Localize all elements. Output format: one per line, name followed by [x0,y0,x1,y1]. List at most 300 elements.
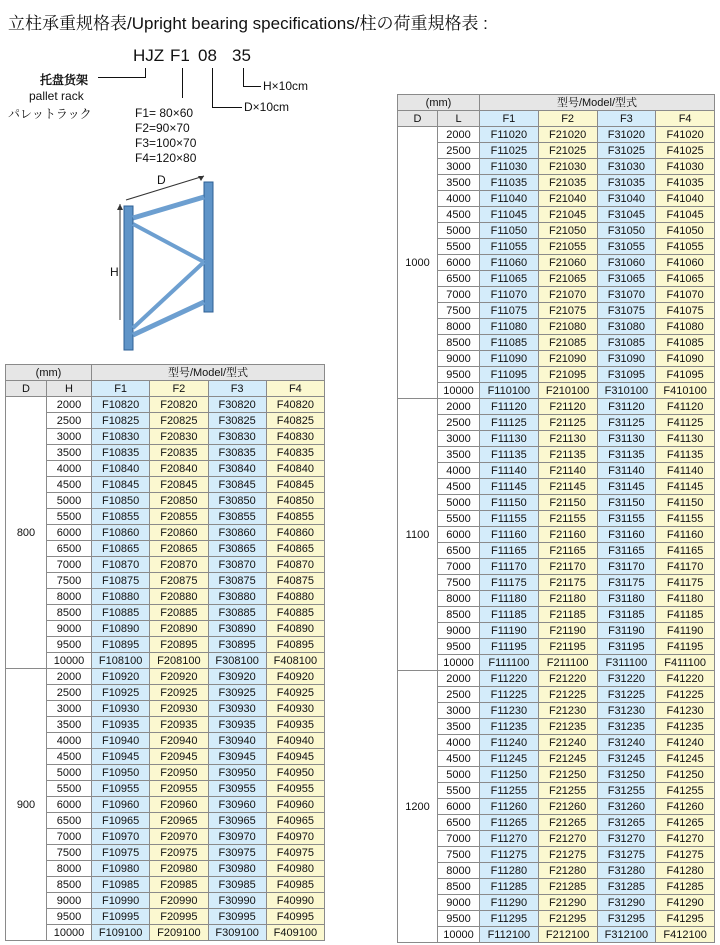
length-cell: 3000 [47,701,92,717]
model-cell-f3: F31095 [597,367,656,383]
depth-group-cell: 1100 [398,399,438,671]
length-cell: 5000 [438,767,480,783]
length-cell: 4500 [47,749,92,765]
model-cell-f3: F31075 [597,303,656,319]
model-cell-f2: F212100 [538,927,597,943]
model-cell-f2: F20945 [150,749,208,765]
model-cell-f2: F21025 [538,143,597,159]
model-cell-f1: F11160 [480,527,539,543]
model-cell-f4: F41155 [656,511,715,527]
table-row [6,653,325,669]
model-header: 型号/Model/型式 [480,95,715,111]
model-cell-f4: F40870 [266,557,324,573]
model-cell-f4: F41275 [656,847,715,863]
model-cell-f3: F30960 [208,797,266,813]
table-row [6,589,325,605]
model-cell-f2: F20835 [150,445,208,461]
length-cell: 3000 [47,429,92,445]
table-row [398,815,715,831]
model-cell-f2: F21030 [538,159,597,175]
model-cell-f4: F41250 [656,767,715,783]
model-cell-f3: F31180 [597,591,656,607]
depth-group-cell: 1000 [398,127,438,399]
model-cell-f2: F20990 [150,893,208,909]
length-cell: 4500 [438,479,480,495]
length-cell: 6500 [438,815,480,831]
model-cell-f1: F10950 [92,765,150,781]
label-cn: 托盘货架 [40,73,89,87]
model-cell-f3: F31025 [597,143,656,159]
model-cell-f1: F110100 [480,383,539,399]
model-cell-f3: F31160 [597,527,656,543]
model-cell-f1: F11040 [480,191,539,207]
model-cell-f3: F31070 [597,287,656,303]
model-cell-f4: F41265 [656,815,715,831]
length-cell: 4000 [438,463,480,479]
model-cell-f1: F11045 [480,207,539,223]
table-row [6,429,325,445]
model-cell-f3: F30935 [208,717,266,733]
model-cell-f1: F10870 [92,557,150,573]
table-row [398,399,715,415]
model-cell-f2: F21220 [538,671,597,687]
model-cell-f4: F40920 [266,669,324,685]
length-cell: 5500 [47,781,92,797]
model-cell-f3: F31280 [597,863,656,879]
table-row [6,765,325,781]
model-cell-f3: F30845 [208,477,266,493]
table-row [6,781,325,797]
length-cell: 9000 [47,621,92,637]
table-row [398,287,715,303]
model-cell-f2: F21190 [538,623,597,639]
model-cell-f4: F41195 [656,639,715,655]
table-row [6,733,325,749]
model-cell-f4: F40885 [266,605,324,621]
model-cell-f3: F31140 [597,463,656,479]
code-part-series: HJZ [133,46,165,65]
model-cell-f4: F40875 [266,573,324,589]
model-cell-f1: F10945 [92,749,150,765]
model-cell-f4: F41090 [656,351,715,367]
model-header: 型号/Model/型式 [92,365,325,381]
model-cell-f1: F11095 [480,367,539,383]
model-cell-f2: F20920 [150,669,208,685]
length-cell: 2500 [438,143,480,159]
frame-size-f3: F3=100×70 [135,136,197,150]
model-cell-f4: F40950 [266,765,324,781]
model-cell-f4: F41225 [656,687,715,703]
model-cell-f1: F10825 [92,413,150,429]
model-cell-f3: F31030 [597,159,656,175]
length-cell: 2500 [47,685,92,701]
model-cell-f2: F21095 [538,367,597,383]
table-row [398,159,715,175]
model-cell-f4: F41230 [656,703,715,719]
code-part-depth: 08 [198,46,217,65]
model-cell-f2: F21035 [538,175,597,191]
model-cell-f1: F109100 [92,925,150,941]
model-cell-f1: F10960 [92,797,150,813]
model-cell-f2: F20975 [150,845,208,861]
height-note: H×10cm [263,79,309,93]
model-cell-f1: F10920 [92,669,150,685]
model-cell-f3: F31230 [597,703,656,719]
model-cell-f3: F31170 [597,559,656,575]
model-cell-f4: F40960 [266,797,324,813]
length-cell: 3500 [438,447,480,463]
model-cell-f1: F11135 [480,447,539,463]
depth-group-cell: 900 [6,669,47,941]
table-row [398,319,715,335]
model-cell-f3: F31155 [597,511,656,527]
length-cell: 8000 [438,319,480,335]
model-cell-f1: F10885 [92,605,150,621]
col-header-f1: F1 [92,381,150,397]
model-cell-f1: F11225 [480,687,539,703]
model-cell-f1: F111100 [480,655,539,671]
length-cell: 2500 [47,413,92,429]
leader-line [182,68,183,98]
model-cell-f1: F11280 [480,863,539,879]
model-cell-f3: F310100 [597,383,656,399]
model-cell-f1: F11275 [480,847,539,863]
table-row [6,861,325,877]
model-cell-f4: F40975 [266,845,324,861]
model-cell-f4: F41295 [656,911,715,927]
table-row [6,845,325,861]
model-cell-f4: F41095 [656,367,715,383]
length-cell: 8000 [438,863,480,879]
model-cell-f4: F41255 [656,783,715,799]
model-cell-f1: F11235 [480,719,539,735]
table-row [398,255,715,271]
model-cell-f4: F41185 [656,607,715,623]
model-cell-f2: F21245 [538,751,597,767]
model-cell-f1: F11090 [480,351,539,367]
model-cell-f2: F20890 [150,621,208,637]
table-row [398,735,715,751]
table-row [398,335,715,351]
model-cell-f1: F11145 [480,479,539,495]
length-cell: 7500 [47,573,92,589]
model-cell-f3: F308100 [208,653,266,669]
table-row [398,799,715,815]
model-cell-f2: F21260 [538,799,597,815]
table-row [6,557,325,573]
model-cell-f1: F10855 [92,509,150,525]
model-cell-f3: F31090 [597,351,656,367]
length-cell: 6000 [47,797,92,813]
table-row [398,271,715,287]
table-row [398,495,715,511]
model-cell-f2: F21160 [538,527,597,543]
model-cell-f4: F40970 [266,829,324,845]
model-cell-f3: F31120 [597,399,656,415]
model-cell-f1: F11255 [480,783,539,799]
table-row [6,829,325,845]
model-cell-f4: F41075 [656,303,715,319]
frame-size-f1: F1= 80×60 [135,106,194,120]
length-cell: 5000 [47,765,92,781]
model-cell-f3: F30870 [208,557,266,573]
table-row [398,239,715,255]
upper-diagonal-brace [133,224,204,262]
length-cell: 9000 [47,893,92,909]
model-cell-f2: F210100 [538,383,597,399]
model-cell-f2: F21255 [538,783,597,799]
model-cell-f4: F40890 [266,621,324,637]
model-cell-f2: F21240 [538,735,597,751]
model-cell-f4: F40995 [266,909,324,925]
frame-size-f2: F2=90×70 [135,121,190,135]
model-cell-f3: F31055 [597,239,656,255]
length-cell: 7000 [438,287,480,303]
col-header-f2: F2 [538,111,597,127]
table-row [6,605,325,621]
model-cell-f3: F30990 [208,893,266,909]
model-cell-f1: F11085 [480,335,539,351]
model-cell-f4: F410100 [656,383,715,399]
length-cell: 8500 [47,877,92,893]
table-row [398,415,715,431]
model-cell-f4: F40935 [266,717,324,733]
model-cell-f1: F11075 [480,303,539,319]
length-cell: 7500 [47,845,92,861]
col-header-d: D [398,111,438,127]
length-cell: 8000 [47,861,92,877]
model-cell-f2: F21185 [538,607,597,623]
length-cell: 6000 [438,799,480,815]
model-cell-f1: F10840 [92,461,150,477]
table-row [398,863,715,879]
model-cell-f3: F30985 [208,877,266,893]
model-cell-f3: F31235 [597,719,656,735]
model-cell-f4: F40880 [266,589,324,605]
spec-table-left [5,364,325,941]
model-cell-f4: F41270 [656,831,715,847]
model-cell-f3: F31165 [597,543,656,559]
model-cell-f1: F11240 [480,735,539,751]
model-cell-f3: F31080 [597,319,656,335]
model-cell-f2: F21280 [538,863,597,879]
col-header-f3: F3 [597,111,656,127]
model-cell-f2: F20880 [150,589,208,605]
model-cell-f2: F21020 [538,127,597,143]
length-cell: 9500 [438,911,480,927]
code-diagram [0,40,390,360]
model-cell-f2: F20985 [150,877,208,893]
model-cell-f4: F41080 [656,319,715,335]
model-cell-f4: F41165 [656,543,715,559]
model-cell-f4: F40835 [266,445,324,461]
table-row [6,493,325,509]
length-cell: 2500 [438,415,480,431]
table-row [6,685,325,701]
model-cell-f2: F21045 [538,207,597,223]
model-cell-f1: F11295 [480,911,539,927]
model-cell-f2: F21085 [538,335,597,351]
model-cell-f2: F21120 [538,399,597,415]
length-cell: 5000 [438,223,480,239]
length-cell: 3500 [47,445,92,461]
unit-header: (mm) [398,95,480,111]
table-row [398,447,715,463]
model-cell-f2: F21270 [538,831,597,847]
length-cell: 3500 [47,717,92,733]
model-cell-f3: F30840 [208,461,266,477]
model-cell-f3: F31125 [597,415,656,431]
model-cell-f4: F41055 [656,239,715,255]
length-cell: 5000 [438,495,480,511]
table-row [398,847,715,863]
table-row [398,223,715,239]
model-cell-f1: F10940 [92,733,150,749]
model-cell-f1: F11270 [480,831,539,847]
table-body [6,397,325,941]
model-cell-f2: F20960 [150,797,208,813]
model-cell-f1: F10860 [92,525,150,541]
model-cell-f3: F30950 [208,765,266,781]
length-cell: 2000 [438,127,480,143]
model-cell-f1: F10985 [92,877,150,893]
model-cell-f1: F11065 [480,271,539,287]
model-cell-f4: F41220 [656,671,715,687]
model-cell-f1: F11165 [480,543,539,559]
model-cell-f2: F21180 [538,591,597,607]
length-cell: 9000 [438,623,480,639]
table-row [398,559,715,575]
table-row [398,543,715,559]
model-cell-f1: F11265 [480,815,539,831]
col-header-f4: F4 [656,111,715,127]
length-cell: 3000 [438,703,480,719]
model-cell-f1: F10890 [92,621,150,637]
table-row [6,637,325,653]
model-cell-f3: F31250 [597,767,656,783]
model-cell-f1: F10830 [92,429,150,445]
table-row [398,591,715,607]
col-header-f3: F3 [208,381,266,397]
table-row [6,461,325,477]
top-horizontal-brace [133,197,204,218]
col-header-h: H [47,381,92,397]
model-cell-f4: F41240 [656,735,715,751]
model-cell-f2: F208100 [150,653,208,669]
table-row [6,397,325,413]
model-cell-f1: F11285 [480,879,539,895]
model-cell-f1: F11060 [480,255,539,271]
model-cell-f3: F31020 [597,127,656,143]
length-cell: 10000 [438,655,480,671]
model-cell-f4: F41030 [656,159,715,175]
model-cell-f1: F11190 [480,623,539,639]
length-cell: 7000 [438,831,480,847]
model-cell-f4: F41260 [656,799,715,815]
model-cell-f3: F31195 [597,639,656,655]
model-cell-f2: F21155 [538,511,597,527]
model-cell-f3: F31145 [597,479,656,495]
model-cell-f3: F31255 [597,783,656,799]
length-cell: 3500 [438,719,480,735]
model-cell-f2: F21165 [538,543,597,559]
model-cell-f3: F31040 [597,191,656,207]
model-cell-f1: F11185 [480,607,539,623]
model-cell-f3: F31290 [597,895,656,911]
model-cell-f3: F31085 [597,335,656,351]
table-row [6,413,325,429]
model-cell-f4: F408100 [266,653,324,669]
model-cell-f2: F20875 [150,573,208,589]
model-cell-f3: F30945 [208,749,266,765]
table-row [6,701,325,717]
model-cell-f1: F11195 [480,639,539,655]
model-cell-f2: F20860 [150,525,208,541]
model-cell-f2: F20885 [150,605,208,621]
model-cell-f2: F211100 [538,655,597,671]
model-cell-f4: F41245 [656,751,715,767]
model-cell-f4: F41050 [656,223,715,239]
model-cell-f3: F31285 [597,879,656,895]
model-cell-f1: F11035 [480,175,539,191]
model-cell-f3: F30825 [208,413,266,429]
model-cell-f4: F41235 [656,719,715,735]
upright-frame-illustration [100,170,230,360]
col-header-f4: F4 [266,381,324,397]
model-cell-f4: F40980 [266,861,324,877]
table-row [398,303,715,319]
length-cell: 6500 [47,541,92,557]
length-cell: 3000 [438,159,480,175]
length-cell: 7000 [438,559,480,575]
model-cell-f1: F11140 [480,463,539,479]
model-cell-f3: F30975 [208,845,266,861]
table-row [398,207,715,223]
depth-group-cell: 1200 [398,671,438,943]
model-cell-f1: F10990 [92,893,150,909]
model-cell-f4: F411100 [656,655,715,671]
model-cell-f3: F30955 [208,781,266,797]
table-row [398,191,715,207]
model-cell-f4: F41070 [656,287,715,303]
model-cell-f1: F10955 [92,781,150,797]
model-cell-f3: F31190 [597,623,656,639]
length-cell: 8500 [438,335,480,351]
code-part-frame: F1 [170,46,190,65]
model-cell-f3: F31295 [597,911,656,927]
col-header-f2: F2 [150,381,208,397]
length-cell: 5500 [47,509,92,525]
model-cell-f2: F20870 [150,557,208,573]
model-cell-f2: F21295 [538,911,597,927]
table-row [6,445,325,461]
label-jp: パレットラック [8,107,92,121]
model-cell-f1: F10895 [92,637,150,653]
model-cell-f3: F31065 [597,271,656,287]
length-cell: 9500 [438,367,480,383]
model-cell-f4: F41135 [656,447,715,463]
length-cell: 3500 [438,175,480,191]
model-cell-f4: F40825 [266,413,324,429]
length-cell: 7500 [438,303,480,319]
model-cell-f1: F10845 [92,477,150,493]
model-cell-f2: F21130 [538,431,597,447]
model-cell-f3: F31275 [597,847,656,863]
figure-label-h: H [110,265,119,279]
frame-size-f4: F4=120×80 [135,151,197,165]
model-cell-f2: F20955 [150,781,208,797]
model-cell-f1: F10820 [92,397,150,413]
